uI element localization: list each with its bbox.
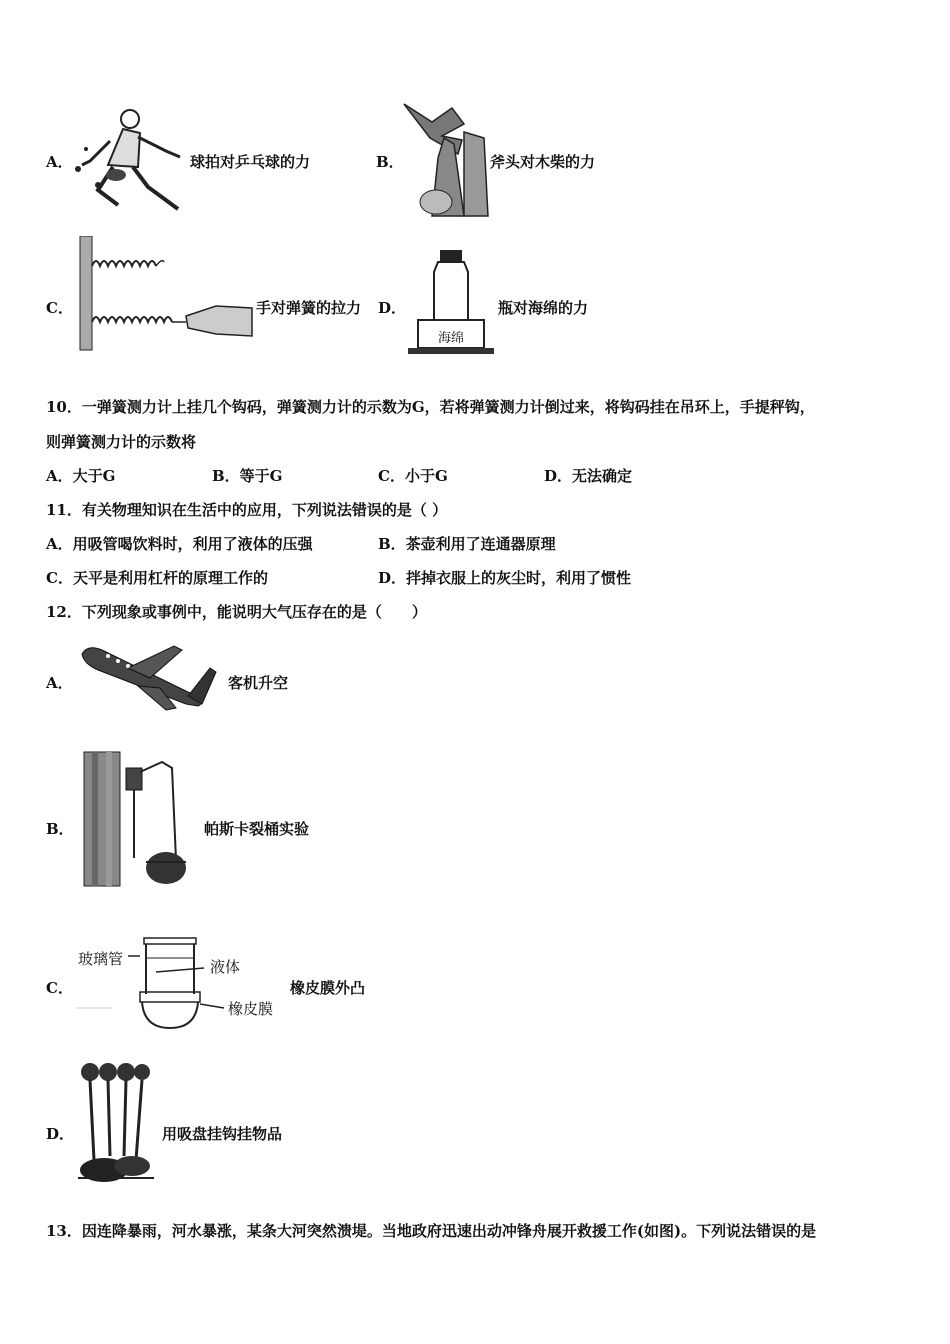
q11-option-c: C．天平是利用杠杆的原理工作的 [46, 569, 268, 587]
axe-chopping-wood-figure [402, 98, 492, 218]
q12-option-a-letter: A． [46, 674, 73, 692]
q9-option-c-caption: 手对弹簧的拉力 [256, 299, 362, 317]
q13-stem: 13．因连降暴雨，河水暴涨，某条大河突然溃堤。当地政府迅速出动冲锋舟展开救援工作(如图)。下列说法错误的是 [46, 1222, 817, 1240]
liquid-label: 液体 [210, 958, 241, 976]
q12-option-b-caption: 帕斯卡裂桶实验 [204, 820, 310, 838]
q10-option-a: A．大于G [46, 467, 116, 485]
table-tennis-player-figure [68, 105, 190, 215]
sponge-label: 海绵 [437, 331, 465, 346]
q12-option-d-caption: 用吸盘挂钩挂物品 [162, 1125, 283, 1143]
glass-tube-label: 玻璃管 [78, 950, 124, 968]
hand-pulling-spring-figure [76, 236, 256, 352]
airplane-takeoff-figure [78, 640, 218, 716]
q12-option-c-letter: C． [46, 979, 73, 997]
q12-option-d-letter: D． [46, 1125, 75, 1143]
q9-option-a-caption: 球拍对乒乓球的力 [190, 153, 311, 171]
glass-tube-membrane-figure [72, 932, 284, 1034]
q10-option-b: B．等于G [212, 467, 283, 485]
q12-stem: 12．下列现象或事例中，能说明大气压存在的是（ ） [46, 603, 427, 621]
q12-option-a-caption: 客机升空 [228, 674, 289, 692]
q12-option-b-letter: B． [46, 820, 74, 838]
q11-option-a: A．用吸管喝饮料时，利用了液体的压强 [46, 535, 313, 553]
q10-stem-line1: 10．一弹簧测力计上挂几个钩码，弹簧测力计的示数为G，若将弹簧测力计倒过来，将钩码挂在吊环上，手提秤钩， [46, 398, 815, 416]
bottle-on-sponge-figure [404, 248, 498, 356]
suction-hooks-figure [74, 1060, 158, 1184]
q12-option-c-caption: 橡皮膜外凸 [290, 979, 366, 997]
q9-option-c-letter: C． [46, 299, 73, 317]
q11-option-b: B．茶壶利用了连通器原理 [378, 535, 556, 553]
membrane-label: 橡皮膜 [228, 1000, 274, 1018]
pascal-barrel-figure [82, 750, 196, 888]
q9-option-b-letter: B． [376, 153, 404, 171]
q9-option-d-caption: 瓶对海绵的力 [498, 299, 589, 317]
q11-stem: 11．有关物理知识在生活中的应用，下列说法错误的是（ ） [46, 501, 448, 519]
q9-option-a-letter: A． [46, 153, 73, 171]
q9-option-d-letter: D． [378, 299, 407, 317]
q10-option-c: C．小于G [378, 467, 448, 485]
q10-option-d: D．无法确定 [544, 467, 633, 485]
q10-stem-line2: 则弹簧测力计的示数将 [46, 433, 197, 451]
q9-option-b-caption: 斧头对木柴的力 [490, 153, 596, 171]
q11-option-d: D．拌掉衣服上的灰尘时，利用了惯性 [378, 569, 632, 587]
